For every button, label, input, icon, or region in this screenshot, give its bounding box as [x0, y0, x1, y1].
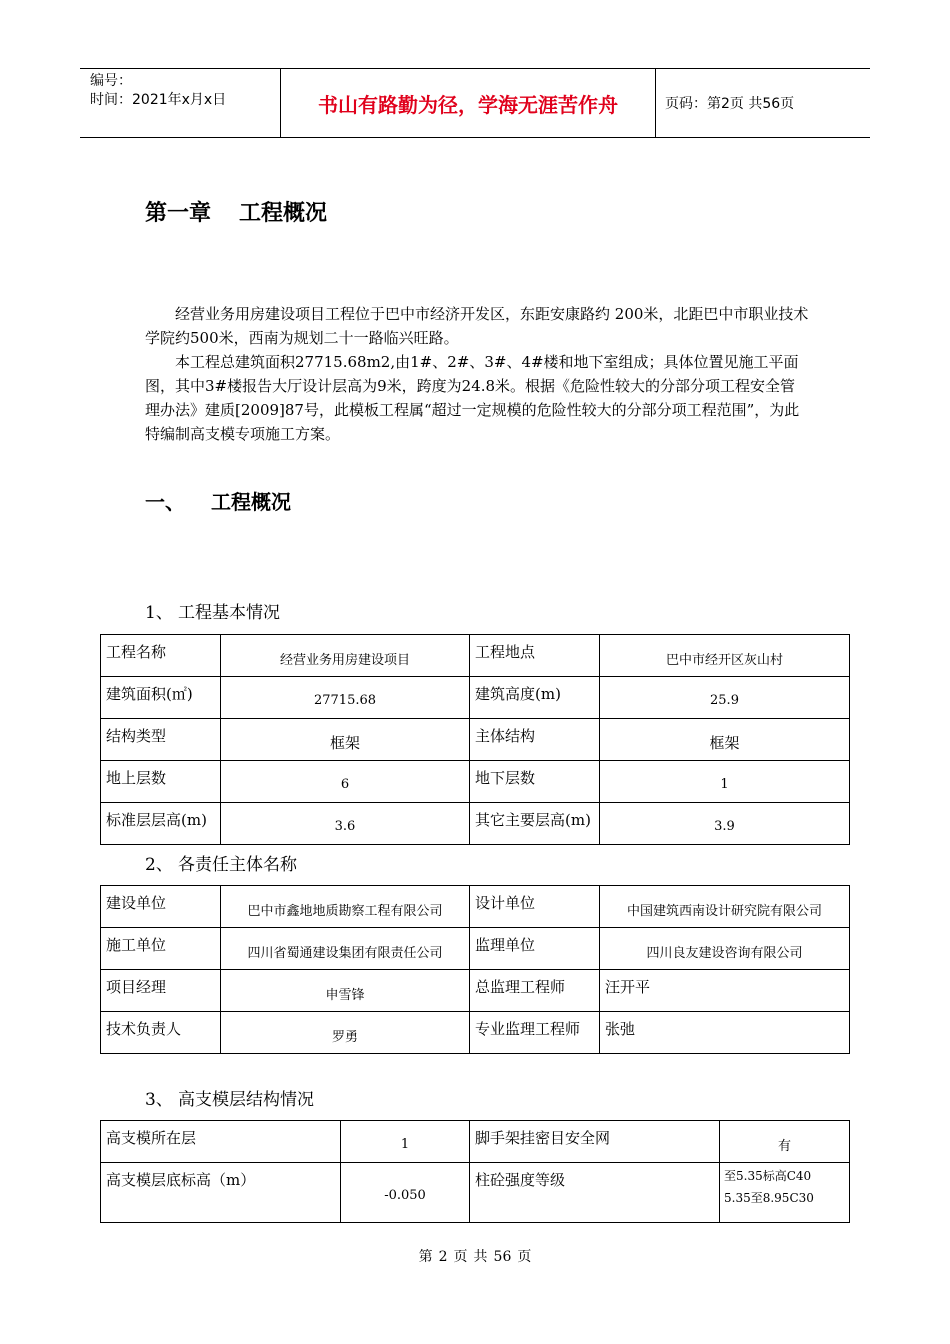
- footer-page-number: 2: [438, 1249, 448, 1265]
- subsection-name: 高支模层结构情况: [178, 1090, 314, 1110]
- table-cell: 罗勇: [221, 1012, 470, 1054]
- header-slogan: 书山有路勤为径，学海无涯苦作舟: [280, 69, 656, 137]
- table-row: [101, 1012, 850, 1054]
- table-cell: 地下层数: [470, 761, 600, 803]
- table-cell: 27715.68: [221, 677, 470, 719]
- table-cell: 工程地点: [470, 635, 600, 677]
- table-cell: 巴中市鑫地地质勘察工程有限公司: [221, 886, 470, 928]
- table-cell: 建筑高度(m): [470, 677, 600, 719]
- table-cell: 高支模层底标高（m）: [101, 1163, 341, 1223]
- table-cell: 1: [600, 761, 850, 803]
- table-cell: 其它主要层高(m): [470, 803, 600, 845]
- strength-line: 5.35至8.95C30: [724, 1191, 814, 1205]
- page-header: [80, 68, 870, 138]
- header-time: 时间：2021年x月x日: [90, 92, 227, 108]
- table-cell: 监理单位: [470, 928, 600, 970]
- footer-total-pages: 56: [493, 1249, 512, 1265]
- table-cell: -0.050: [341, 1163, 470, 1223]
- header-page-info: 页码：第2页 共56页: [665, 96, 795, 112]
- table-cell: 四川省蜀通建设集团有限责任公司: [221, 928, 470, 970]
- table-row: [101, 970, 850, 1012]
- table-row: [101, 803, 850, 845]
- chapter-title: [145, 196, 327, 227]
- table-cell: 中国建筑西南设计研究院有限公司: [600, 886, 850, 928]
- table-row: [101, 761, 850, 803]
- table-cell: 标准层层高(m): [101, 803, 221, 845]
- table-cell: 脚手架挂密目安全网: [470, 1121, 720, 1163]
- table-row: [101, 928, 850, 970]
- header-code: 编号：: [90, 73, 132, 89]
- paragraph-text: 经营业务用房建设项目工程位于巴中市经济开发区，东距安康路约 200米，北距巴中市职业技术学院约500米，西南为规划二十一路临兴旺路。: [145, 305, 809, 347]
- footer-text: 页: [517, 1249, 532, 1265]
- footer-text: 共: [473, 1249, 488, 1265]
- table-cell: 柱砼强度等级: [470, 1163, 720, 1223]
- subsection-name: 工程基本情况: [178, 603, 280, 623]
- table-cell: 施工单位: [101, 928, 221, 970]
- subsection-1-title: [145, 598, 280, 623]
- table-cell: 25.9: [600, 677, 850, 719]
- table-cell: 申雪锋: [221, 970, 470, 1012]
- formwork-structure-table: [100, 1120, 850, 1223]
- header-meta: [80, 69, 280, 137]
- table-cell: 专业监理工程师: [470, 1012, 600, 1054]
- basic-info-table: [100, 634, 850, 845]
- section-num: 一、: [145, 490, 185, 514]
- page-footer: [0, 1246, 950, 1266]
- paragraph-location: [145, 302, 810, 350]
- subsection-name: 各责任主体名称: [178, 855, 297, 875]
- responsible-parties-table: [100, 885, 850, 1054]
- subsection-num: 3、: [145, 1090, 173, 1110]
- table-cell: 经营业务用房建设项目: [221, 635, 470, 677]
- table-cell: 张弛: [600, 1012, 850, 1054]
- table-cell: 有: [720, 1121, 850, 1163]
- table-cell: 设计单位: [470, 886, 600, 928]
- table-cell: 框架: [221, 719, 470, 761]
- chapter-name: 工程概况: [239, 201, 328, 226]
- table-cell: 地上层数: [101, 761, 221, 803]
- strength-line: 至5.35标高C40: [724, 1169, 812, 1183]
- table-cell: 建设单位: [101, 886, 221, 928]
- table-row: [101, 886, 850, 928]
- table-cell: 四川良友建设咨询有限公司: [600, 928, 850, 970]
- table-cell: 汪开平: [600, 970, 850, 1012]
- table-cell: 1: [341, 1121, 470, 1163]
- table-cell: 工程名称: [101, 635, 221, 677]
- table-cell: 巴中市经开区灰山村: [600, 635, 850, 677]
- table-cell: 结构类型: [101, 719, 221, 761]
- table-cell: 6: [221, 761, 470, 803]
- table-row: [101, 635, 850, 677]
- table-cell: 建筑面积(㎡): [101, 677, 221, 719]
- section-title: [145, 486, 291, 515]
- subsection-3-title: [145, 1085, 314, 1110]
- table-row: [101, 719, 850, 761]
- paragraph-overview: [145, 350, 810, 446]
- table-cell: 项目经理: [101, 970, 221, 1012]
- table-row: [101, 1163, 850, 1223]
- subsection-2-title: [145, 850, 297, 875]
- table-cell: 技术负责人: [101, 1012, 221, 1054]
- subsection-num: 2、: [145, 855, 173, 875]
- table-cell: 高支模所在层: [101, 1121, 341, 1163]
- subsection-num: 1、: [145, 603, 173, 623]
- section-name: 工程概况: [211, 490, 291, 514]
- table-row: [101, 677, 850, 719]
- table-row: [101, 1121, 850, 1163]
- footer-text: 第: [418, 1249, 433, 1265]
- table-cell: 3.9: [600, 803, 850, 845]
- table-cell: 总监理工程师: [470, 970, 600, 1012]
- chapter-num: 第一章: [145, 201, 212, 226]
- paragraph-text: 本工程总建筑面积27715.68m2,由1#、2#、3#、4#楼和地下室组成；具体位置见施工平面图，其中3#楼报告大厅设计层高为9米，跨度为24.8米。根据《危险性较大的分部分项工程安全管理办法》建质[2009]87号，此模板工程属“超过一定规模的危险性较大的分部分项工程范围”，为此特编制高支模专项施工方案。: [145, 353, 800, 443]
- table-cell: 框架: [600, 719, 850, 761]
- table-cell: 主体结构: [470, 719, 600, 761]
- table-cell: 3.6: [221, 803, 470, 845]
- footer-text: 页: [453, 1249, 468, 1265]
- table-cell: [720, 1163, 850, 1223]
